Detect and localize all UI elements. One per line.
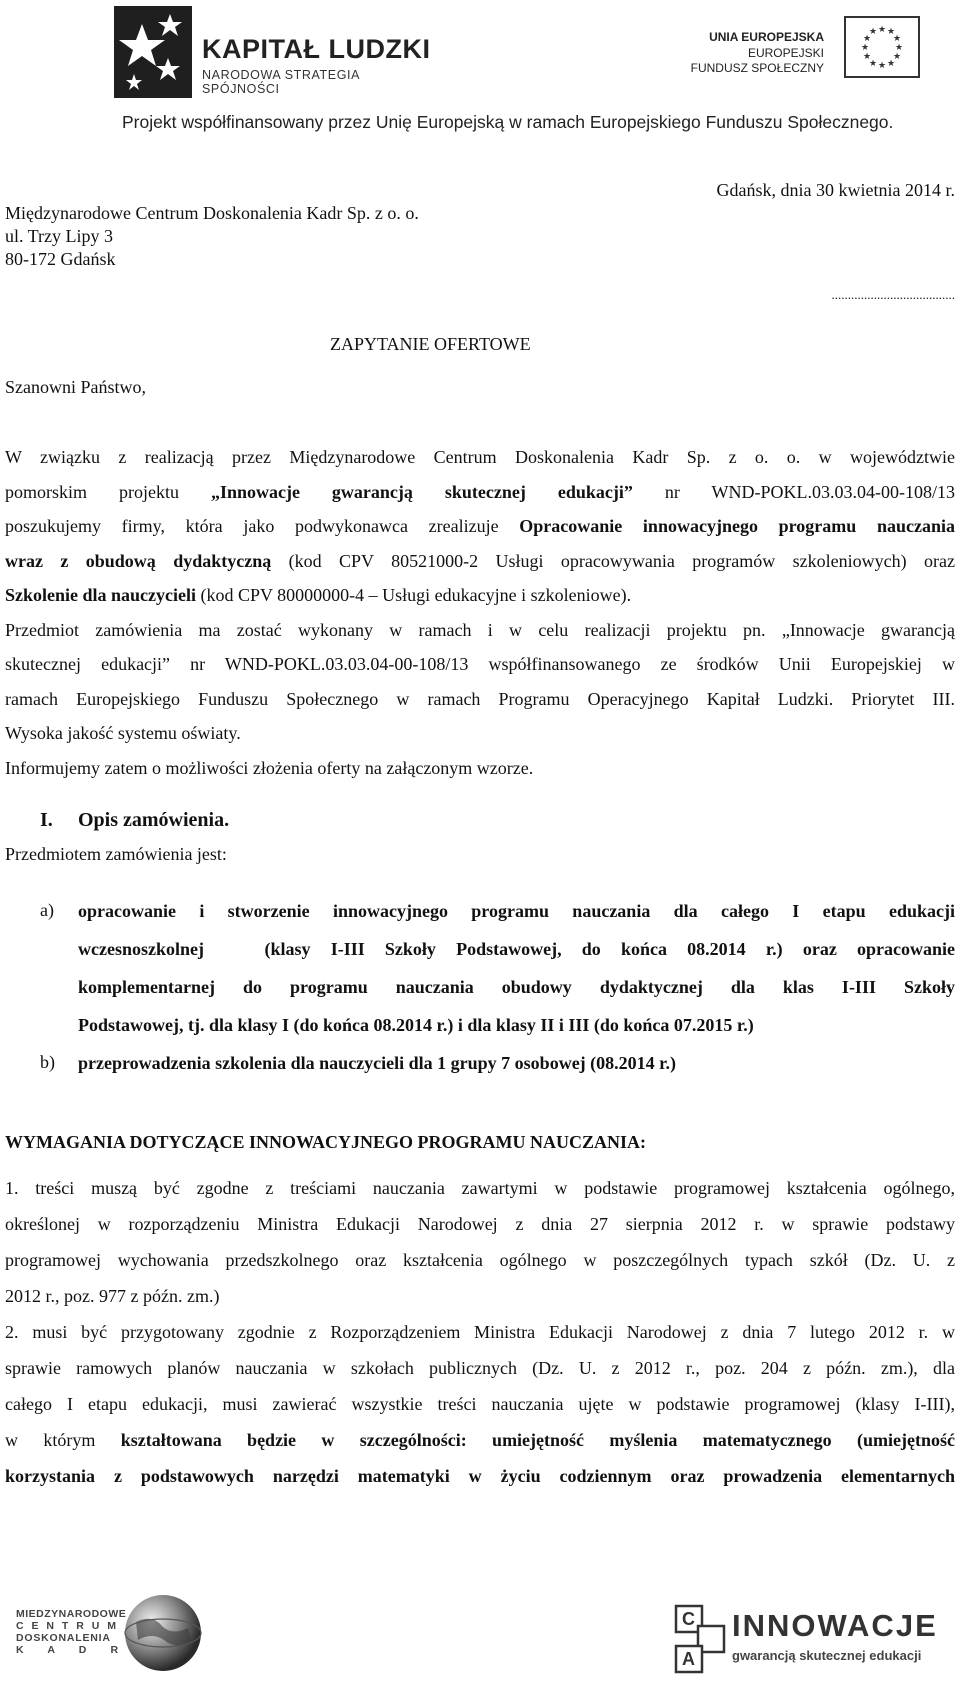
cube-letter-c: C	[682, 1609, 695, 1629]
svg-text:★: ★	[892, 52, 902, 62]
list-label-b: b)	[40, 1052, 55, 1072]
training-bold: Szkolenie dla nauczycieli	[5, 585, 196, 605]
mckd-line-2: C E N T R U M	[16, 1620, 119, 1632]
purpose-line-1: Przedmiot zamówienia ma zostać wykonany w ramach i w celu realizacji projektu pn. „Innowacje gwarancją	[5, 620, 955, 640]
req2-line-4-a: w którym	[5, 1430, 121, 1450]
mckd-line-1: MIEDZYNARODOWE	[16, 1608, 127, 1620]
req2-line-3: całego I etapu edukacji, musi zawierać wszystkie treści nauczania ujęte w podstawie programowej (klasy I-III),	[5, 1394, 955, 1414]
item-b-line-1: przeprowadzenia szkolenia dla nauczycieli dla 1 grupy 7 osobowej (08.2014 r.)	[78, 1053, 676, 1073]
mckd-logo	[16, 1588, 216, 1678]
intro-line-2-a: pomorskim projektu	[5, 482, 211, 502]
intro-line-2	[5, 481, 955, 503]
svg-text:★: ★	[877, 25, 887, 35]
addressee-dots: ......................................	[831, 287, 955, 302]
svg-text:★: ★	[892, 34, 902, 44]
project-cofinancing-line: Projekt współfinansowany przez Unię Europejską w ramach Europejskiego Funduszu Społecznego.	[122, 112, 894, 132]
section-number: I.	[40, 809, 53, 831]
intro-line-3-a: poszukujemy firmy, która jako podwykonawca zrealizuje	[5, 516, 520, 536]
intro-line-3	[5, 515, 955, 537]
svg-text:★: ★	[868, 59, 878, 69]
document-title: ZAPYTANIE OFERTOWE	[330, 334, 531, 354]
section-heading: Opis zamówienia.	[78, 809, 230, 831]
purpose-line-2: skutecznej edukacji” nr WND-POKL.03.03.04-00-108/13 współfinansowanego ze środków Unii Europejskiej w	[5, 654, 955, 674]
kapital-ludzki-logo	[112, 4, 432, 100]
req1-line-1: 1. treści muszą być zgodne z treściami nauczania zawartymi w podstawie programowej kształcenia ogólnego,	[5, 1178, 955, 1198]
kapital-ludzki-emblem-icon	[112, 4, 194, 100]
req2-line-4-bold: kształtowana będzie w szczególności: umiejętność myślenia matematycznego (umiejętność	[120, 1430, 955, 1450]
mckd-line-4: K A D R	[16, 1644, 121, 1656]
globe-icon	[122, 1592, 204, 1674]
svg-text:★: ★	[886, 59, 896, 69]
svg-text:★: ★	[894, 43, 904, 53]
item-a-line-3: komplementarnej do programu nauczania obudowy dydaktycznej dla klas I-III Szkoły	[78, 977, 955, 997]
item-a-line-4: Podstawowej, tj. dla klasy I (do końca 08.2014 r.) i dla klasy II i III (do końca 07.2015 r.)	[78, 1015, 754, 1035]
order-subject-bold-cont: wraz z obudową dydaktyczną	[5, 551, 272, 571]
sender-name: Międzynarodowe Centrum Doskonalenia Kadr Sp. z o. o.	[5, 203, 419, 223]
eu-flag-icon	[844, 16, 920, 78]
offer-invitation: Informujemy zatem o możliwości złożenia oferty na załączonym wzorze.	[5, 758, 534, 778]
eu-fund-line2: FUNDUSZ SPOŁECZNY	[690, 61, 824, 75]
purpose-line-4: Wysoka jakość systemu oświaty.	[5, 723, 241, 743]
svg-text:★: ★	[886, 27, 896, 37]
req1-line-4: 2012 r., poz. 977 z późn. zm.)	[5, 1286, 220, 1306]
req2-line-4	[5, 1429, 955, 1451]
cube-letter-a: A	[682, 1649, 695, 1669]
req2-line-1: 2. musi być przygotowany zgodnie z Rozporządzeniem Ministra Edukacji Narodowej z dnia 7 lutego 2012 r. w	[5, 1322, 955, 1342]
item-a-line-2: wczesnoszkolnej (klasy I-III Szkoły Podstawowej, do końca 08.2014 r.) oraz opracowanie	[78, 939, 955, 959]
intro-line-1: W związku z realizacją przez Międzynarodowe Centrum Doskonalenia Kadr Sp. z o. o. w województwie	[5, 447, 955, 467]
req1-line-2: określonej w rozporządzeniu Ministra Edukacji Narodowej z dnia 27 sierpnia 2012 r. w sprawie podstawy	[5, 1214, 955, 1234]
eu-fund-line1: EUROPEJSKI	[747, 46, 824, 60]
intro-line-2-c: nr WND-POKL.03.03.04-00-108/13	[632, 482, 955, 502]
svg-text:★: ★	[862, 52, 872, 62]
mckd-line-3: DOSKONALENIA	[16, 1632, 111, 1644]
intro-line-5	[5, 584, 631, 606]
svg-text:★: ★	[877, 61, 887, 71]
svg-text:★: ★	[868, 27, 878, 37]
intro-line-4-b: (kod CPV 80521000-2 Usługi opracowywania programów szkoleniowych) oraz	[271, 551, 956, 571]
req2-line-2: sprawie ramowych planów nauczania w szkołach publicznych (Dz. U. z 2012 r., poz. 204 z późn. zm.), dla	[5, 1358, 955, 1378]
innowacje-subtitle: gwarancją skutecznej edukacji	[732, 1648, 922, 1663]
sender-street: ul. Trzy Lipy 3	[5, 226, 114, 246]
requirements-heading: WYMAGANIA DOTYCZĄCE INNOWACYJNEGO PROGRAMU NAUCZANIA:	[5, 1132, 647, 1152]
req1-line-3: programowej wychowania przedszkolnego oraz kształcenia ogólnego w poszczególnych typach szkół (Dz. U. z	[5, 1250, 955, 1270]
kapital-ludzki-title: KAPITAŁ LUDZKI	[202, 34, 431, 64]
eu-logo	[640, 16, 920, 82]
intro-line-5-b: (kod CPV 80000000-4 – Usługi edukacyjne i szkoleniowe).	[196, 585, 632, 605]
section-lead: Przedmiotem zamówienia jest:	[5, 844, 227, 864]
kapital-ludzki-subtitle: NARODOWA STRATEGIA SPÓJNOŚCI	[202, 68, 360, 96]
svg-text:★: ★	[862, 34, 872, 44]
eu-title: UNIA EUROPEJSKA	[709, 30, 824, 44]
purpose-line-3: ramach Europejskiego Funduszu Społecznego w ramach Programu Operacyjnego Kapitał Ludzki. Priorytet III.	[5, 689, 955, 709]
innowacje-logo	[672, 1594, 958, 1678]
order-subject-bold: Opracowanie innowacyjnego programu nauczania	[519, 516, 955, 536]
intro-line-4	[5, 550, 955, 572]
list-label-a: a)	[40, 900, 54, 920]
letter-date: Gdańsk, dnia 30 kwietnia 2014 r.	[716, 180, 955, 200]
abc-cubes-icon	[672, 1604, 726, 1674]
project-name-bold: „Innowacje gwarancją skutecznej edukacji”	[210, 482, 633, 502]
svg-text:★: ★	[860, 43, 870, 53]
innowacje-title: INNOWACJE	[732, 1608, 938, 1643]
req2-line-5: korzystania z podstawowych narzędzi matematyki w życiu codziennym oraz prowadzenia elementarnych	[5, 1466, 955, 1486]
greeting: Szanowni Państwo,	[5, 377, 146, 397]
sender-city: 80-172 Gdańsk	[5, 249, 116, 269]
item-a-line-1: opracowanie i stworzenie innowacyjnego programu nauczania dla całego I etapu edukacji	[78, 901, 955, 921]
